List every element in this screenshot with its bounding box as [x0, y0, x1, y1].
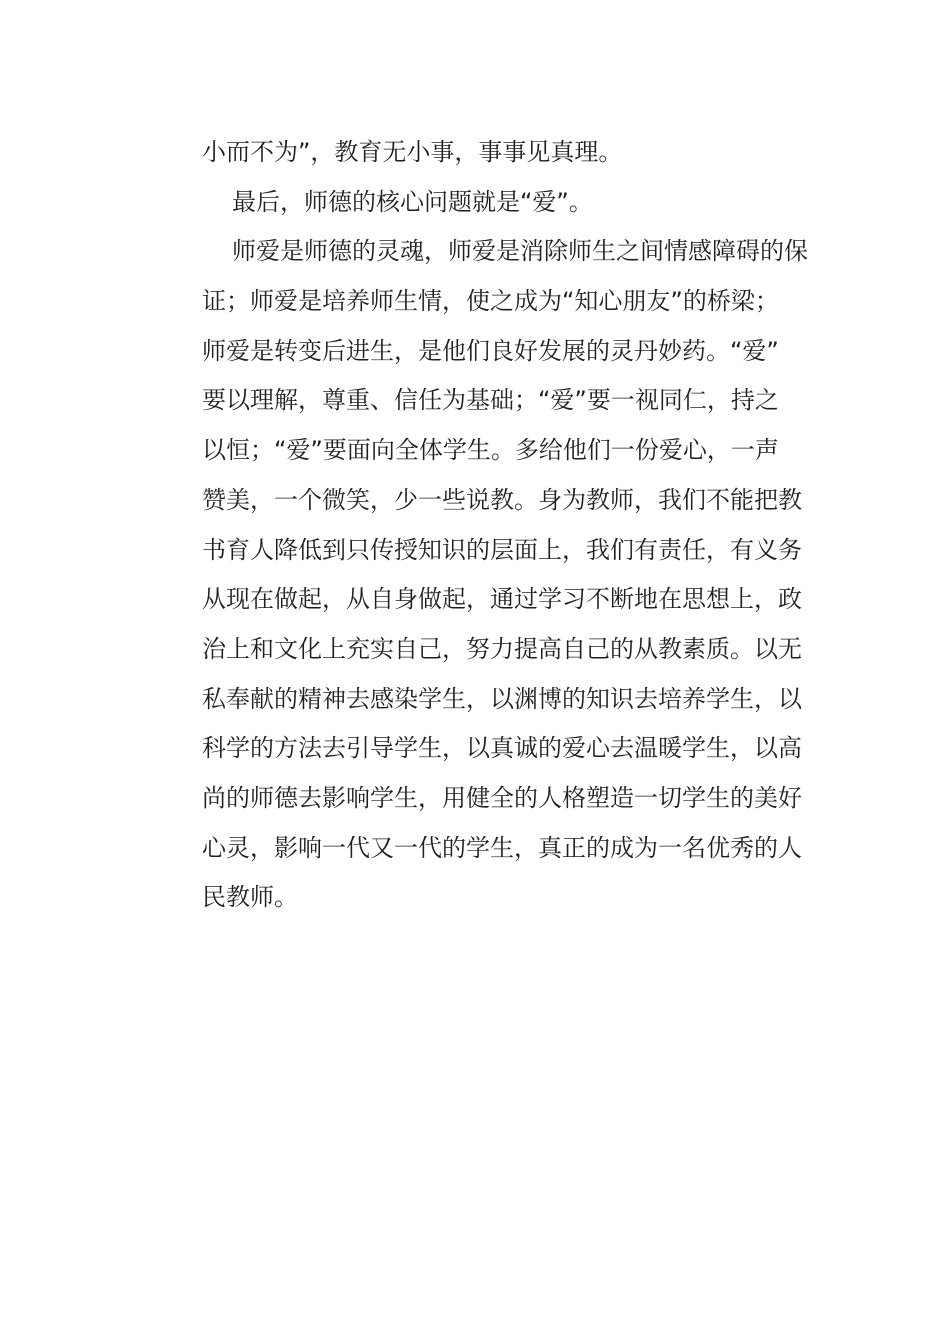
text-line: 心灵，影响一代又一代的学生，真正的成为一名优秀的人 — [202, 833, 802, 862]
text-line: 以恒；“爱”要面向全体学生。多给他们一份爱心，一声 — [202, 436, 779, 465]
text-line: 证；师爱是培养师生情，使之成为“知心朋友”的桥梁； — [202, 287, 779, 316]
text-line: 私奉献的精神去感染学生，以渊博的知识去培养学生，以 — [202, 684, 802, 713]
text-line: 赞美，一个微笑，少一些说教。身为教师，我们不能把教 — [202, 485, 802, 514]
text-line: 民教师。 — [202, 883, 298, 912]
text-line: 从现在做起，从自身做起，通过学习不断地在思想上，政 — [202, 585, 802, 614]
paragraph-first-line: 师爱是师德的灵魂，师爱是消除师生之间情感障碍的保 — [232, 237, 808, 266]
text-line: 治上和文化上充实自己，努力提高自己的从教素质。以无 — [202, 634, 802, 663]
document-body — [202, 128, 808, 923]
text-line: 科学的方法去引导学生，以真诚的爱心去温暖学生，以高 — [202, 734, 802, 763]
text-line: 尚的师德去影响学生，用健全的人格塑造一切学生的美好 — [202, 783, 802, 812]
text-line: 师爱是转变后进生，是他们良好发展的灵丹妙药。“爱” — [202, 336, 779, 365]
paragraph-first-line: 最后，师德的核心问题就是“爱”。 — [232, 187, 593, 216]
text-line: 小而不为”，教育无小事，事事见真理。 — [202, 138, 623, 166]
text-line: 要以理解，尊重、信任为基础；“爱”要一视同仁，持之 — [202, 386, 779, 415]
text-line: 书育人降低到只传授知识的层面上，我们有责任，有义务 — [202, 535, 802, 564]
